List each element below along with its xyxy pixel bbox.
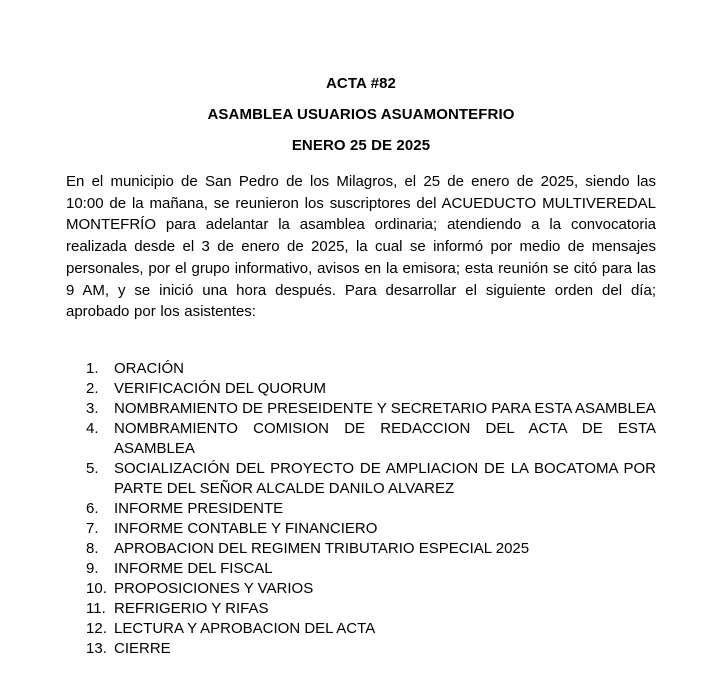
agenda-item-1: ORACIÓN xyxy=(114,359,185,377)
agenda-list xyxy=(86,359,656,659)
agenda-item-3: NOMBRAMIENTO DE PRESEIDENTE Y SECRETARIO PARA ESTA ASAMBLEA xyxy=(114,399,656,417)
agenda-item-5: SOCIALIZACIÓN DEL PROYECTO DE AMPLIACION DE LA BOCATOMA POR PARTE DEL SEÑOR ALCALDE DANILO ALVAREZ xyxy=(114,459,656,497)
document-header xyxy=(66,76,656,154)
agenda-item-13: CIERRE xyxy=(114,639,171,657)
agenda-item-6: INFORME PRESIDENTE xyxy=(114,499,284,517)
agenda-item-10: PROPOSICIONES Y VARIOS xyxy=(114,579,314,597)
agenda-item-12: LECTURA Y APROBACION DEL ACTA xyxy=(114,619,376,637)
agenda-item-8: APROBACION DEL REGIMEN TRIBUTARIO ESPECIAL 2025 xyxy=(114,539,530,557)
doc-subtitle: ASAMBLEA USUARIOS ASUAMONTEFRIO xyxy=(207,106,515,123)
doc-title: ACTA #82 xyxy=(326,75,396,92)
agenda-item-9: INFORME DEL FISCAL xyxy=(114,559,273,577)
doc-date: ENERO 25 DE 2025 xyxy=(291,137,431,154)
agenda-item-2: VERIFICACIÓN DEL QUORUM xyxy=(114,379,326,397)
agenda-item-7: INFORME CONTABLE Y FINANCIERO xyxy=(114,519,378,537)
agenda-item-11: REFRIGERIO Y RIFAS xyxy=(114,599,269,617)
agenda-item-4: NOMBRAMIENTO COMISION DE REDACCION DEL ACTA DE ESTA ASAMBLEA xyxy=(114,419,656,457)
intro-paragraph: En el municipio de San Pedro de los Milagros, el 25 de enero de 2025, siendo las 10:00 de la mañana, se reunieron los suscriptores del ACUEDUCTO MULTIVEREDAL MONTEFRÍO para adelantar la asamblea ordinaria; atendiendo a la convocatoria realizada desde el 3 de enero de 2025, la cual se informó por medio de mensajes personales, por el grupo informativo, avisos en la emisora; esta reunión se citó para las 9 AM, y se inició una hora después. Para desarrollar el siguiente orden del día; aprobado por los asistentes: xyxy=(66,173,656,321)
